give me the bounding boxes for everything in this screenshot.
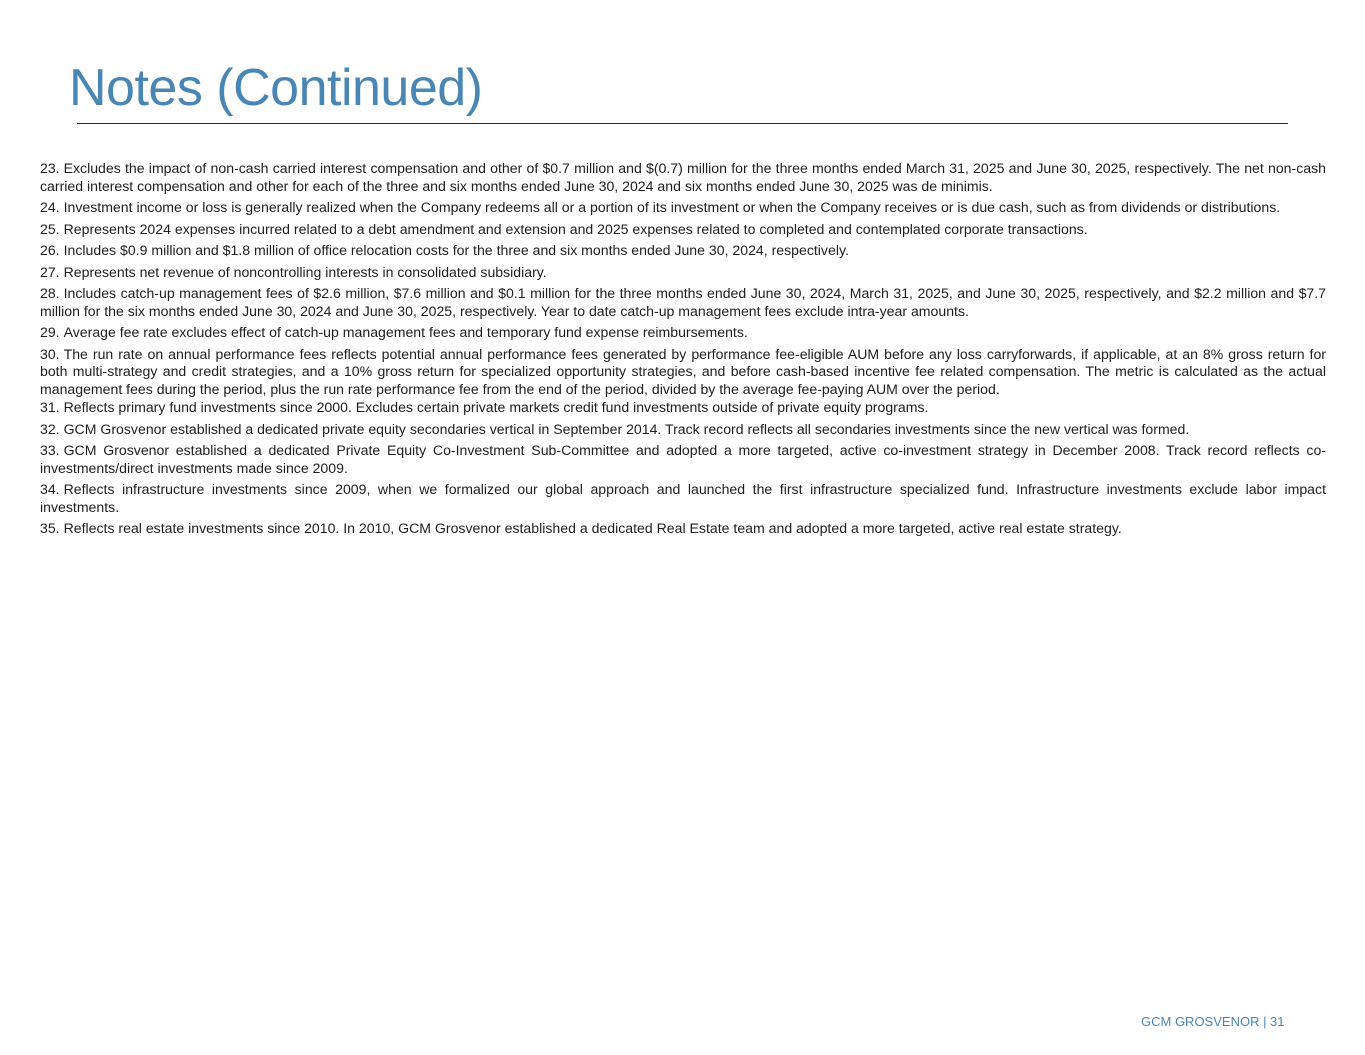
note-number: 26. [40,242,60,258]
note-number: 23. [40,160,60,176]
note-number: 34. [40,481,60,497]
note-number: 29. [40,324,60,340]
note-text: Excludes the impact of non-cash carried interest compensation and other of $0.7 million and $(0.7) million for the three months ended March 31, 2025 and June 30, 2025, respectively. The net non-cash carried interest compensation and other for each of the three and six months ended June 30, 2024 and six months ended June 30, 2025 was de minimis. [40,160,1326,194]
note-number: 24. [40,199,60,215]
page-title: Notes (Continued) [69,59,483,117]
note-number: 32. [40,420,60,437]
note-31 [40,399,1326,417]
note-number: 31. [40,399,60,415]
note-text: GCM Grosvenor established a dedicated private equity secondaries vertical in September 2014. Track record reflects all secondaries investments since the new vertical was formed. [63,420,1190,437]
note-33 [40,442,1326,477]
note-32 [40,421,1326,439]
note-text: Represents net revenue of noncontrolling interests in consolidated subsidiary. [63,263,547,280]
note-number: 25. [40,220,60,237]
note-28 [40,285,1326,320]
note-26 [40,242,1326,260]
note-number: 35. [40,520,60,536]
note-27 [40,264,1326,282]
note-text: Includes $0.9 million and $1.8 million of office relocation costs for the three and six months ended June 30, 2024, respectively. [63,242,849,258]
page-footer: GCM GROSVENOR | 31 [1141,1014,1285,1029]
title-divider [77,123,1288,124]
note-30 [40,346,1326,399]
note-text: Represents 2024 expenses incurred related to a debt amendment and extension and 2025 expenses related to completed and contemplated corporate transactions. [63,220,1088,237]
note-text: The run rate on annual performance fees reflects potential annual performance fees generated by performance fee-eligible AUM before any loss carryforwards, if applicable, at an 8% gross return for both multi-strategy and credit strategies, and a 10% gross return for specialized opportunity strategies, and before cash-based incentive fee related compensation. The metric is calculated as the actual management fees during the period, plus the run rate performance fee from the end of the period, divided by the average fee-paying AUM over the period. [40,345,1326,397]
note-text: Average fee rate excludes effect of catch-up management fees and temporary fund expense reimbursements. [63,324,748,340]
note-number: 28. [40,285,60,301]
note-34 [40,481,1326,516]
note-text: Investment income or loss is generally realized when the Company redeems all or a portion of its investment or when the Company receives or is due cash, such as from dividends or distributions. [63,199,1281,215]
note-number: 30. [40,345,60,362]
note-text: GCM Grosvenor established a dedicated Private Equity Co-Investment Sub-Committee and adopted a more targeted, active co-investment strategy in December 2008. Track record reflects co-investments/direct investments made since 2009. [40,442,1326,476]
notes-list [40,160,1326,542]
note-23 [40,160,1326,195]
note-29 [40,324,1326,342]
note-text: Reflects real estate investments since 2010. In 2010, GCM Grosvenor established a dedicated Real Estate team and adopted a more targeted, active real estate strategy. [63,520,1122,536]
note-number: 27. [40,263,60,280]
note-24 [40,199,1326,217]
note-text: Reflects primary fund investments since 2000. Excludes certain private markets credit fund investments outside of private equity programs. [63,399,929,415]
note-text: Reflects infrastructure investments since 2009, when we formalized our global approach and launched the first infrastructure specialized fund. Infrastructure investments exclude labor impact investments. [40,481,1326,515]
note-text: Includes catch-up management fees of $2.6 million, $7.6 million and $0.1 million for the three months ended June 30, 2024, March 31, 2025, and June 30, 2025, respectively, and $2.2 million and $7.7 million for the six months ended June 30, 2024 and June 30, 2025, respectively. Year to date catch-up management fees exclude intra-year amounts. [40,285,1326,319]
note-25 [40,221,1326,239]
note-number: 33. [40,442,60,458]
note-35 [40,520,1326,538]
